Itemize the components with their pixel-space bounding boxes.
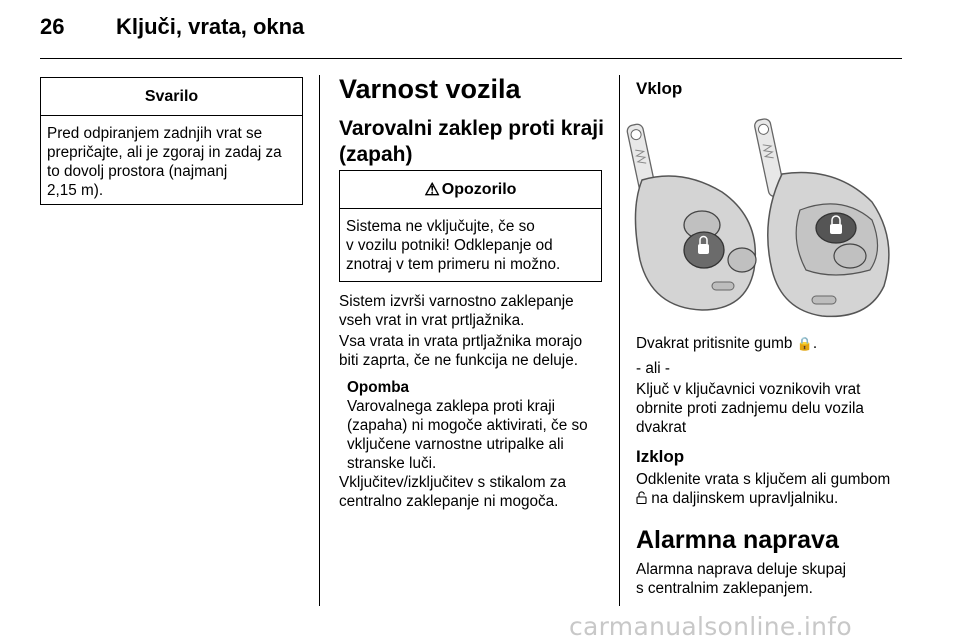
text-line: vseh vrat in vrat prtljažnika. [339,312,525,329]
text-line: Sistem izvrši varnostno zaklepanje [339,293,574,310]
caution-line: Pred odpiranjem zadnjih vrat se [47,125,263,142]
caution-line: to dovolj prostora (najmanj [47,163,228,180]
text-line [636,489,890,508]
note-line: (zapaha) ni mogoče aktivirati, če so [347,417,588,434]
vklop-instruction: Dvakrat pritisnite gumb 🔒. [636,335,818,352]
section-heading: Varnost vozila [339,74,521,104]
ali-text: - ali - [636,360,670,377]
left-fob-trunk-button [728,248,756,272]
header-rule [40,58,902,59]
column-divider-right [619,75,620,606]
note-line: Varovalnega zaklepa proti kraji [347,398,556,415]
note-line: vključene varnostne utripalke ali [347,436,564,453]
warning-line: v vozilu potniki! Odklepanje od [346,237,553,254]
note-line: stranske luči. [347,455,437,472]
izklop-instruction [636,470,890,508]
paragraph-doors-closed [339,332,582,370]
text-line: Ključ v ključavnici voznikovih vrat [636,381,861,398]
izklop-heading: Izklop [636,447,685,466]
warning-title: Opozorilo [441,180,517,198]
subsection-heading [339,116,604,168]
text-line: biti zaprta, če ne funkcija ne deluje. [339,352,578,369]
text-line: Odklenite vrata s ključem ali gumbom [636,471,891,488]
izklop-text: na daljinskem upravljalniku. [651,490,839,507]
warning-icon: ⚠ [424,179,440,199]
key-instruction [636,380,864,437]
paragraph-security-locking [339,292,574,330]
page-number: 26 [40,14,65,39]
text-line: dvakrat [636,419,687,436]
subheading-line: (zapah) [339,143,413,166]
subheading-line: Varovalni zaklep proti kraji [339,117,604,140]
warning-text [340,209,601,274]
caution-box [40,77,303,205]
note-block [347,378,588,473]
key-fob-illustration [622,110,900,322]
right-fob-unlock-button [834,244,866,268]
vklop-heading: Vklop [636,79,683,98]
text-line: centralno zaklepanje ni mogoča. [339,493,559,510]
caution-text [41,116,302,200]
vklop-text: Dvakrat pritisnite gumb [636,335,793,352]
paragraph-switch [339,473,566,511]
lock-icon: 🔒 [796,336,813,351]
caution-title: Svarilo [41,78,302,116]
caution-line: 2,15 m). [47,182,104,199]
warning-line: znotraj v tem primeru ni možno. [346,256,561,273]
alarm-text [636,560,846,598]
column-divider-left [319,75,320,606]
text-line: Vključitev/izključitev s stikalom za [339,474,566,491]
warning-line: Sistema ne vključujte, če so [346,218,535,235]
text-line: s centralnim zaklepanjem. [636,580,813,597]
text-line: Alarmna naprava deluje skupaj [636,561,847,578]
warning-box [339,170,602,282]
note-title: Opomba [347,379,410,396]
text-line: obrnite proti zadnjemu delu vozila [636,400,864,417]
page-title: Ključi, vrata, okna [116,14,305,39]
watermark: carmanualsonline.info [569,612,852,641]
unlock-icon [636,491,647,504]
caution-line: prepričajte, ali je zgoraj in zadaj za [47,144,282,161]
warning-header [340,171,601,209]
text-line: Vsa vrata in vrata prtljažnika morajo [339,333,583,350]
alarm-heading: Alarmna naprava [636,526,839,554]
